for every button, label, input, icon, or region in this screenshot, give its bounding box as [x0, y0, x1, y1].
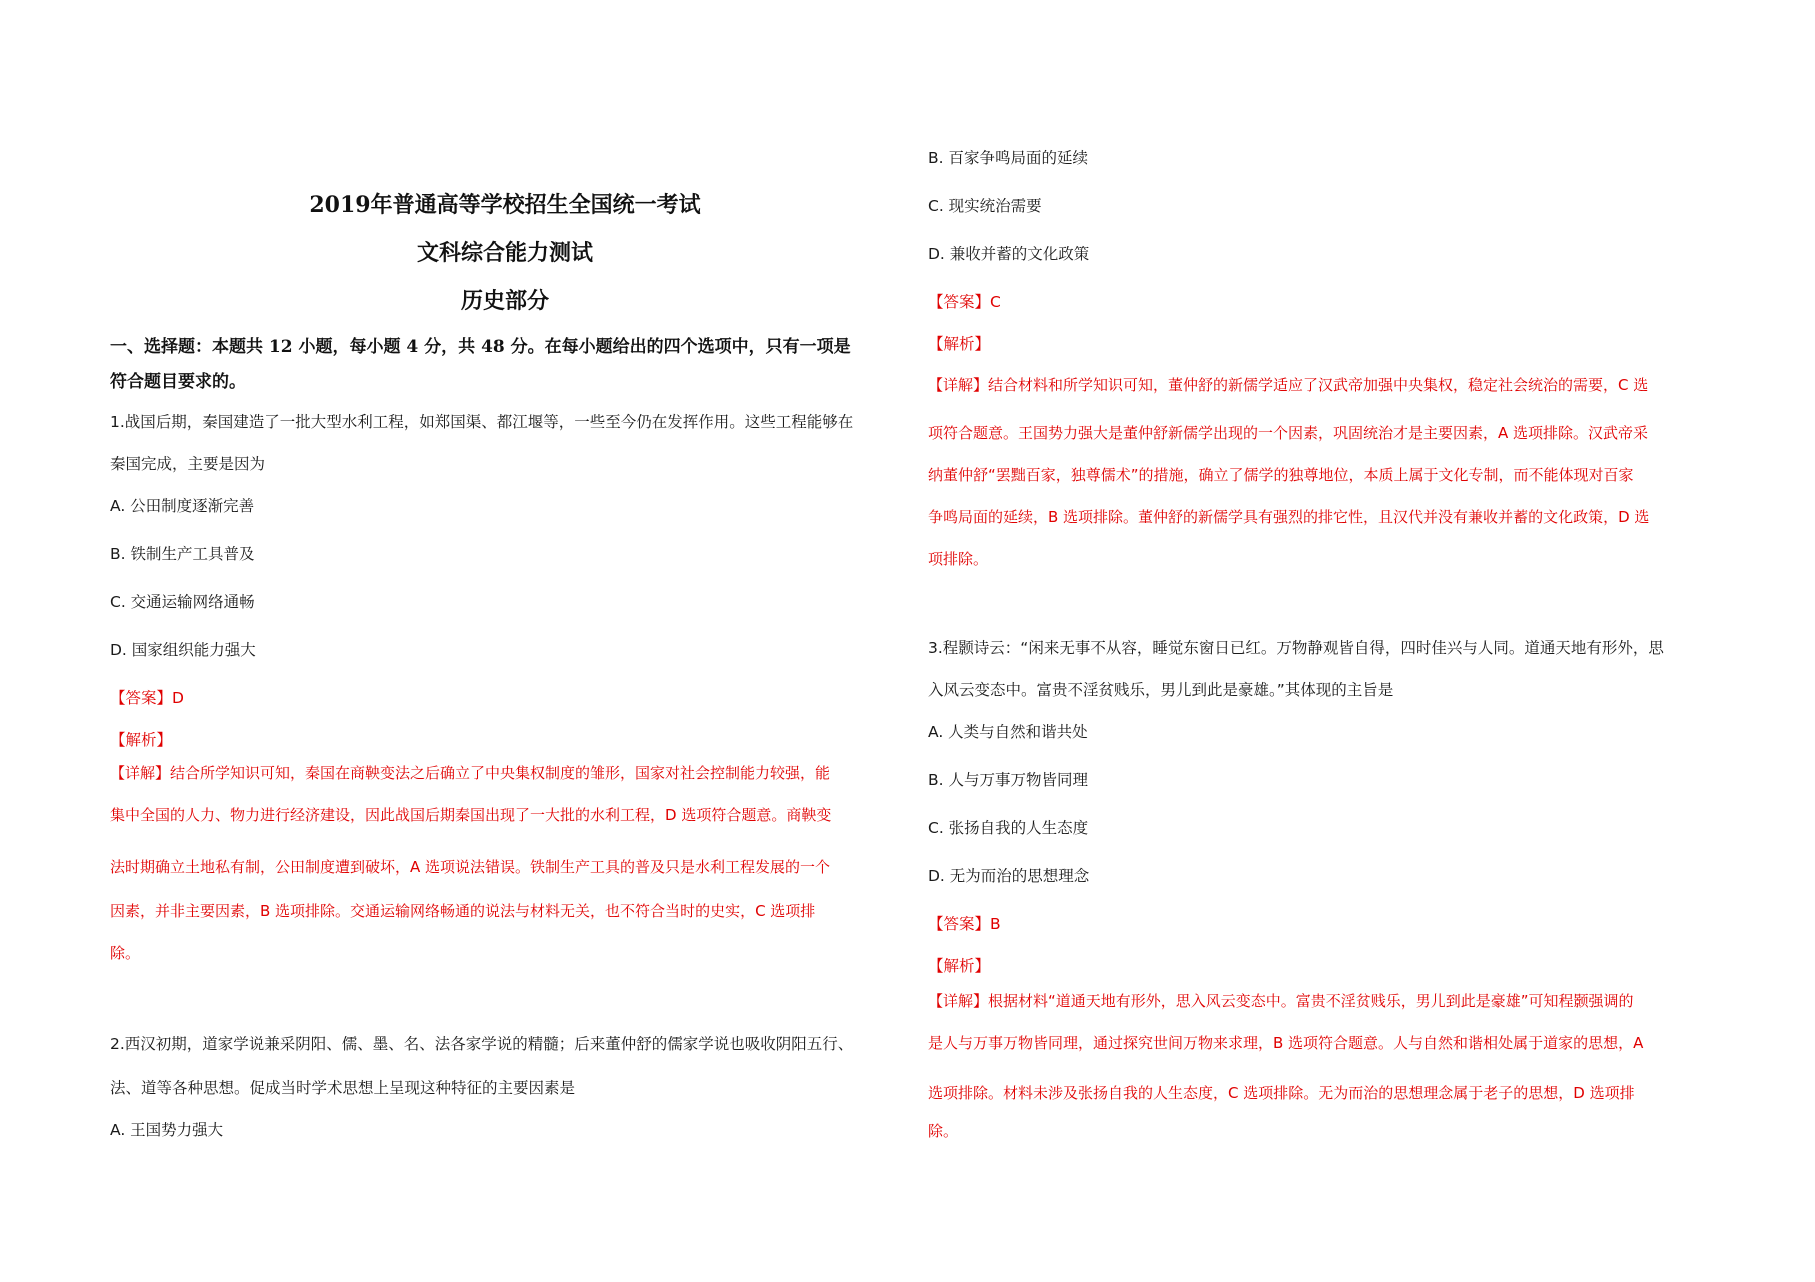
section-heading-line1: 一、选择题：本题共 12 小题，每小题 4 分，共 48 分。在每小题给出的四个选项中，只有一项是 — [110, 337, 851, 357]
q2-detail-line: 纳董仲舒“罢黜百家，独尊儒术”的措施，确立了儒学的独尊地位，本质上属于文化专制，而不能体现对百家 — [928, 466, 1634, 484]
exam-title: 2019年普通高等学校招生全国统一考试 — [309, 192, 701, 218]
section-title: 历史部分 — [460, 288, 549, 314]
q3-answer: 【答案】B — [928, 915, 1001, 933]
q1-answer: 【答案】D — [110, 689, 184, 707]
q1-detail-line: 因素，并非主要因素，B 选项排除。交通运输网络畅通的说法与材料无关，也不符合当时的史实，C 选项排 — [110, 902, 816, 920]
q3-stem-line1: 3.程颢诗云：“闲来无事不从容，睡觉东窗日已红。万物静观皆自得，四时佳兴与人同。道通天地有形外，思 — [928, 639, 1664, 657]
q3-option-d: D. 无为而治的思想理念 — [928, 867, 1090, 885]
q1-stem-line2: 秦国完成，主要是因为 — [110, 455, 266, 473]
q2-detail-line: 项排除。 — [928, 550, 989, 568]
q2-analysis-label: 【解析】 — [928, 335, 991, 353]
q3-detail-line: 除。 — [928, 1122, 959, 1140]
q3-option-b: B. 人与万事万物皆同理 — [928, 771, 1088, 789]
q2-stem-line2: 法、道等各种思想。促成当时学术思想上呈现这种特征的主要因素是 — [110, 1079, 576, 1097]
q2-option-a: A. 王国势力强大 — [110, 1121, 224, 1139]
q1-option-c: C. 交通运输网络通畅 — [110, 593, 255, 611]
q1-detail-line: 集中全国的人力、物力进行经济建设，因此战国后期秦国出现了一大批的水利工程，D 选项符合题意。商鞅变 — [110, 806, 832, 824]
q2-option-c: C. 现实统治需要 — [928, 197, 1042, 215]
q1-option-d: D. 国家组织能力强大 — [110, 641, 256, 659]
q1-analysis-label: 【解析】 — [110, 731, 173, 749]
q1-stem-line1: 1.战国后期，秦国建造了一批大型水利工程，如郑国渠、都江堰等，一些至今仍在发挥作用。这些工程能够在 — [110, 413, 854, 431]
section-heading-line2: 符合题目要求的。 — [110, 372, 246, 392]
q1-detail-line: 除。 — [110, 944, 141, 962]
exam-subtitle: 文科综合能力测试 — [416, 240, 593, 266]
q2-detail-line: 【详解】结合材料和所学知识可知，董仲舒的新儒学适应了汉武帝加强中央集权，稳定社会统治的需要，C 选 — [928, 376, 1649, 394]
q2-option-d: D. 兼收并蓄的文化政策 — [928, 245, 1090, 263]
q3-option-a: A. 人类与自然和谐共处 — [928, 723, 1088, 741]
q3-detail-line: 【详解】根据材料“道通天地有形外，思入风云变态中。富贵不淫贫贱乐，男儿到此是豪雄”可知程颢强调的 — [928, 992, 1634, 1010]
q2-detail-line: 项符合题意。王国势力强大是董仲舒新儒学出现的一个因素，巩固统治才是主要因素，A 选项排除。汉武帝采 — [928, 424, 1649, 442]
q3-stem-line2: 入风云变态中。富贵不淫贫贱乐，男儿到此是豪雄。”其体现的主旨是 — [928, 681, 1394, 699]
q1-detail-line: 法时期确立土地私有制，公田制度遭到破坏，A 选项说法错误。铁制生产工具的普及只是水利工程发展的一个 — [110, 858, 831, 876]
q3-analysis-label: 【解析】 — [928, 957, 991, 975]
q2-detail-line: 争鸣局面的延续，B 选项排除。董仲舒的新儒学具有强烈的排它性，且汉代并没有兼收并蓄的文化政策，D 选 — [928, 508, 1650, 526]
q2-answer: 【答案】C — [928, 293, 1001, 311]
q2-stem-line1: 2.西汉初期，道家学说兼采阴阳、儒、墨、名、法各家学说的精髓；后来董仲舒的儒家学说也吸收阴阳五行、 — [110, 1035, 854, 1053]
q2-option-b: B. 百家争鸣局面的延续 — [928, 149, 1088, 167]
q3-option-c: C. 张扬自我的人生态度 — [928, 819, 1089, 837]
q1-option-b: B. 铁制生产工具普及 — [110, 545, 255, 563]
q1-option-a: A. 公田制度逐渐完善 — [110, 497, 255, 515]
q3-detail-line: 是人与万事万物皆同理，通过探究世间万物来求理，B 选项符合题意。人与自然和谐相处属于道家的思想，A — [928, 1034, 1644, 1052]
q3-detail-line: 选项排除。材料未涉及张扬自我的人生态度，C 选项排除。无为而治的思想理念属于老子的思想，D 选项排 — [928, 1084, 1635, 1102]
q1-detail-line: 【详解】结合所学知识可知，秦国在商鞅变法之后确立了中央集权制度的雏形，国家对社会控制能力较强，能 — [110, 764, 831, 782]
